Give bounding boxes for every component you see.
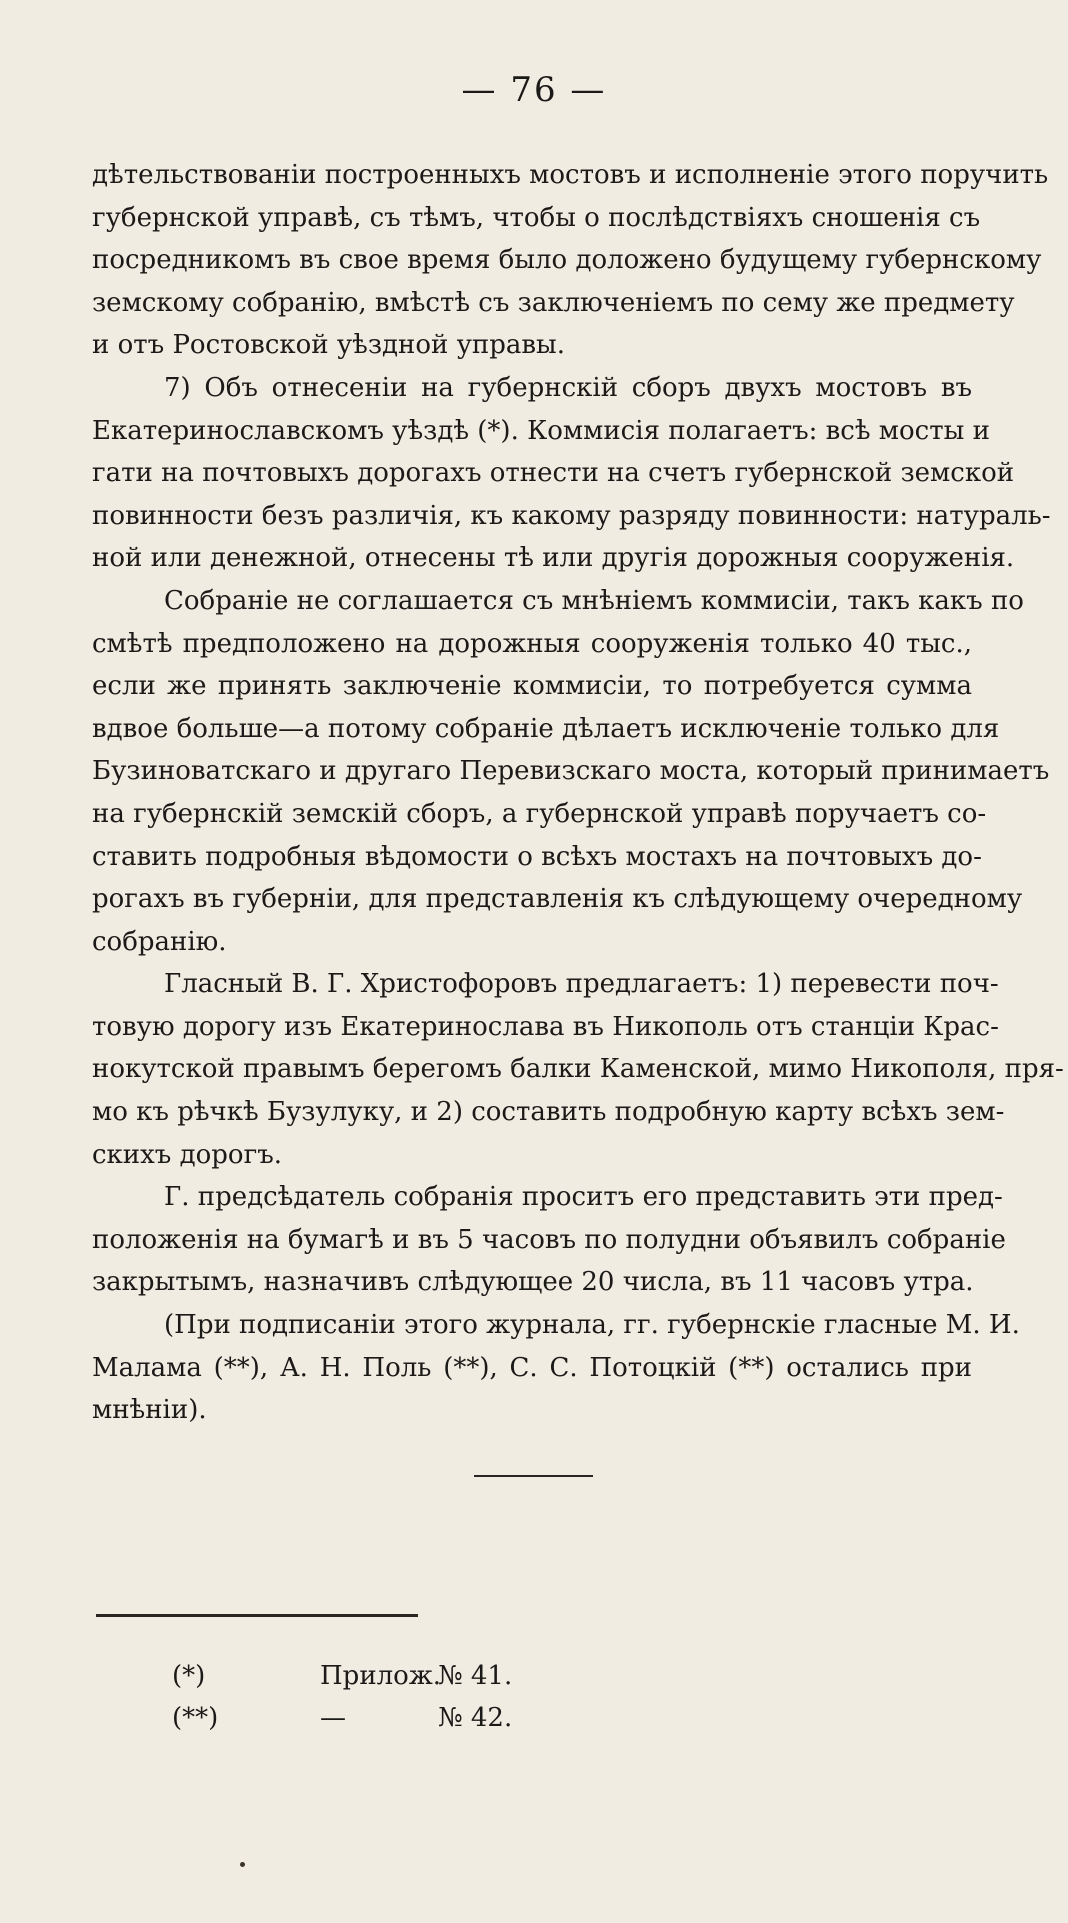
text-line: Г. предсѣдатель собранія проситъ его представить эти пред-	[164, 1182, 1003, 1213]
section-separator	[474, 1475, 593, 1477]
text-line: 7) Объ отнесеніи на губернскій сборъ двухъ мостовъ въ	[164, 372, 972, 403]
footnote-label: —	[320, 1703, 346, 1733]
footnote-2	[172, 1700, 512, 1736]
footnote-1	[172, 1658, 512, 1694]
text-line: Малама (**), А. Н. Поль (**), С. С. Потоцкій (**) остались при	[92, 1352, 972, 1383]
text-line: собранію.	[92, 926, 227, 957]
text-line: земскому собранію, вмѣстѣ съ заключеніемъ по сему же предмету	[92, 287, 1015, 318]
paragraph	[92, 1176, 1006, 1304]
paragraph	[92, 1304, 1020, 1432]
text-line: Собраніе не соглашается съ мнѣніемъ коммисіи, такъ какъ по	[164, 585, 1024, 616]
text-line: товую дорогу изъ Екатеринослава въ Никополь отъ станціи Крас-	[92, 1011, 999, 1042]
text-line: закрытымъ, назначивъ слѣдующее 20 числа, въ 11 часовъ утра.	[92, 1267, 974, 1298]
text-line: повинности безъ различія, къ какому разряду повинности: натураль-	[92, 500, 1051, 531]
text-line: вдвое больше—а потому собраніе дѣлаетъ исключеніе только для	[92, 713, 1000, 744]
text-line: ставить подробныя вѣдомости о всѣхъ мостахъ на почтовыхъ до-	[92, 841, 982, 872]
text-line: если же принять заключеніе коммисіи, то потребуется сумма	[92, 671, 972, 702]
paragraph	[92, 367, 1051, 580]
text-line: мо къ рѣчкѣ Бузулуку, и 2) составить подробную карту всѣхъ зем-	[92, 1097, 1005, 1128]
footnote-mark: (*)	[172, 1661, 206, 1691]
text-line: Гласный В. Г. Христофоровъ предлагаетъ: 1) перевести поч-	[164, 969, 999, 1000]
text-line: губернской управѣ, съ тѣмъ, чтобы о послѣдствіяхъ сношенія съ	[92, 202, 981, 233]
text-line: Бузиноватскаго и другаго Перевизскаго моста, который принимаетъ	[92, 756, 1050, 787]
text-line: ной или денежной, отнесены тѣ или другія дорожныя сооруженія.	[92, 543, 1015, 574]
text-line: рогахъ въ губерніи, для представленія къ слѣдующему очередному	[92, 884, 1023, 915]
text-line: дѣтельствованіи построенныхъ мостовъ и исполненіе этого поручить	[92, 160, 1049, 190]
text-line: (При подписаніи этого журнала, гг. губернскіе гласные М. И.	[164, 1310, 1020, 1341]
text-line: нокутской правымъ берегомъ балки Каменской, мимо Никополя, пря-	[92, 1054, 1064, 1085]
text-line: смѣтѣ предположено на дорожныя сооруженія только 40 тыс.,	[92, 628, 972, 659]
paragraph	[92, 580, 1050, 963]
page-number: — 76 —	[461, 70, 607, 110]
paragraph	[92, 963, 1064, 1176]
text-line: и отъ Ростовской уѣздной управы.	[92, 330, 565, 361]
footnote-mark: (**)	[172, 1703, 219, 1733]
footnote-number: № 42.	[438, 1703, 513, 1733]
text-line: гати на почтовыхъ дорогахъ отнести на счетъ губернской земской	[92, 458, 1015, 489]
text-line: на губернскій земскій сборъ, а губернской управѣ поручаетъ со-	[92, 798, 987, 829]
paper-speck	[240, 1862, 245, 1867]
paragraph	[92, 154, 1049, 367]
footnote-label: Прилож.	[320, 1661, 441, 1691]
footnote-number: № 41.	[438, 1661, 513, 1691]
footnote-rule	[96, 1614, 418, 1617]
text-line: Екатеринославскомъ уѣздѣ (*). Коммисія полагаетъ: всѣ мосты и	[92, 415, 990, 446]
text-line: посредникомъ въ свое время было доложено будущему губернскому	[92, 245, 1042, 276]
text-line: скихъ дорогъ.	[92, 1139, 282, 1170]
text-line: мнѣніи).	[92, 1395, 207, 1426]
body-text	[92, 154, 1064, 1432]
text-line: положенія на бумагѣ и въ 5 часовъ по полудни объявилъ собраніе	[92, 1224, 1006, 1255]
